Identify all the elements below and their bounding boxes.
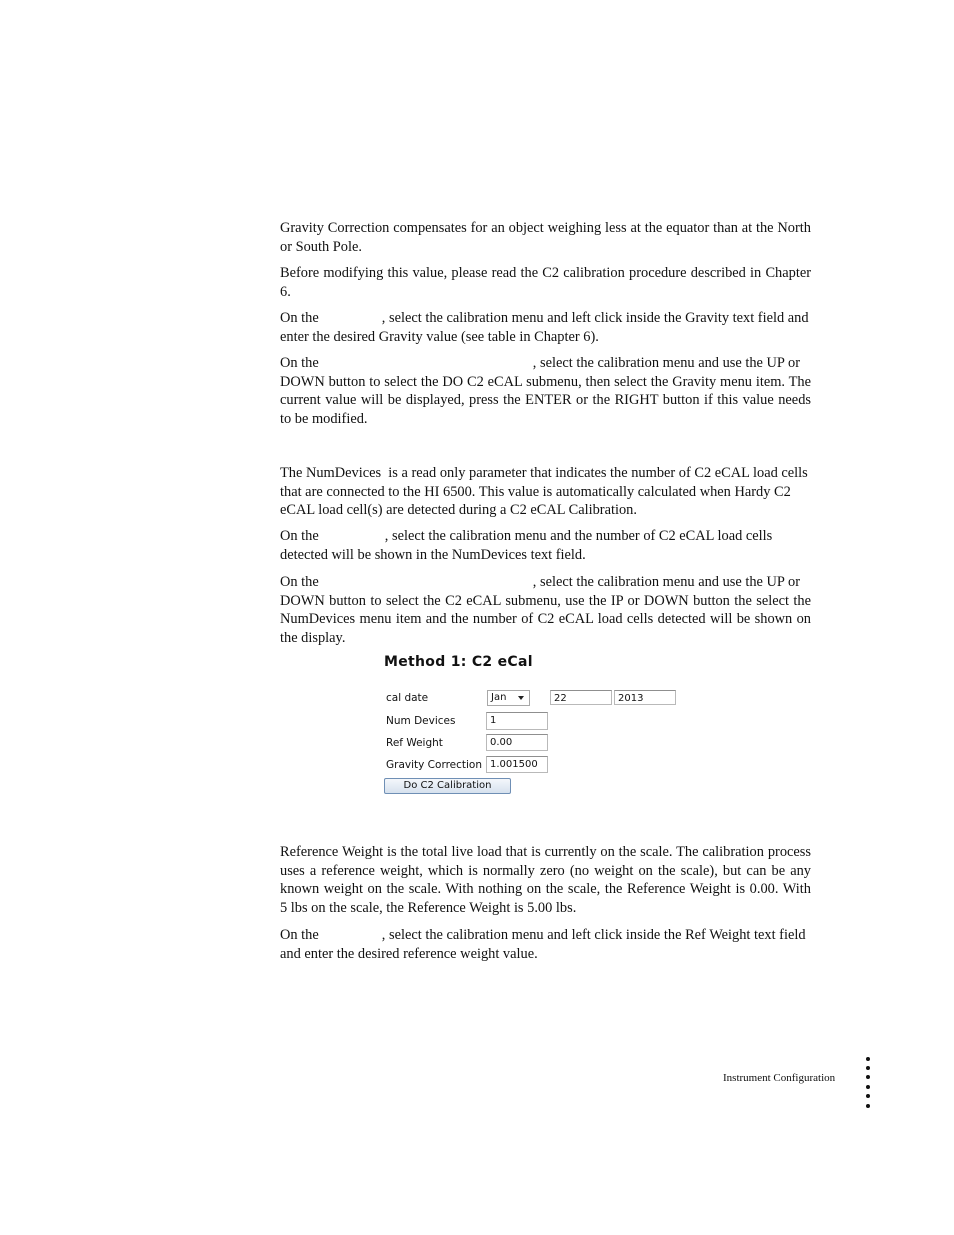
text-line: and enter the desired reference weight value.	[280, 945, 538, 962]
text-line: detected will be shown in the NumDevices text field.	[280, 546, 586, 563]
text-line	[280, 926, 811, 945]
num-devices-label: Num Devices	[386, 715, 456, 727]
num-devices-field[interactable]: 1	[486, 712, 548, 730]
footer-section-title: Instrument Configuration	[723, 1072, 836, 1084]
text-line: that are connected to the HI 6500. This value is automatically calculated when Hardy C2	[280, 483, 791, 500]
text-fragment: , select the calibration menu and use the UP or	[532, 355, 800, 371]
text-fragment: On the	[280, 355, 319, 371]
day-field[interactable]: 22	[550, 690, 612, 705]
text-line: known weight on the scale. With nothing on the scale, the Reference Weight is 0.00. With	[280, 881, 811, 898]
gravity-intro-paragraph	[280, 219, 811, 256]
text-line	[280, 309, 811, 328]
text-line: uses a reference weight, which is normally zero (no weight on the scale), but can be any	[280, 862, 811, 879]
text-line: Gravity Correction compensates for an object weighing less at the equator than at the North	[280, 220, 811, 236]
dot	[866, 1066, 870, 1070]
gravity-correction-field[interactable]: 1.001500	[486, 756, 548, 773]
text-fragment: , select the calibration menu and the number of C2 eCAL load cells	[384, 528, 773, 544]
year-field[interactable]: 2013	[614, 690, 676, 705]
dot	[866, 1094, 870, 1098]
text-line: Reference Weight is the total live load that is currently on the scale. The calibration process	[280, 844, 811, 860]
refweight-web-paragraph	[280, 926, 811, 963]
text-line: 6.	[280, 283, 291, 300]
ref-weight-label: Ref Weight	[386, 737, 443, 749]
text-fragment: On the	[280, 927, 319, 943]
text-line: DOWN button to select the C2 eCAL submenu, use the IP or DOWN button the select the	[280, 592, 811, 609]
cal-date-label: cal date	[386, 692, 429, 704]
text-line	[280, 354, 811, 373]
refweight-intro-paragraph	[280, 843, 811, 918]
gravity-front-paragraph	[280, 354, 811, 429]
text-fragment: , select the calibration menu and left click inside the Ref Weight text field	[381, 927, 806, 943]
chevron-down-icon	[518, 696, 524, 700]
text-line: NumDevices menu item and the number of C2 eCAL load cells detected will be shown on	[280, 611, 811, 628]
text-fragment: On the	[280, 528, 319, 544]
gravity-correction-label: Gravity Correction	[386, 759, 483, 771]
text-line: enter the desired Gravity value (see table in Chapter 6).	[280, 328, 599, 345]
text-fragment: , select the calibration menu and use the UP or	[532, 574, 800, 590]
dot	[866, 1085, 870, 1089]
text-fragment: On the	[280, 574, 319, 590]
text-line: 5 lbs on the scale, the Reference Weight is 5.00 lbs.	[280, 900, 577, 917]
text-line: eCAL load cell(s) are detected during a C2 eCAL Calibration.	[280, 502, 637, 519]
text-line: The NumDevices is a read only parameter that indicates the number of C2 eCAL load cells	[280, 465, 808, 481]
month-select[interactable]	[487, 690, 530, 706]
dot	[866, 1075, 870, 1079]
text-line: to be modified.	[280, 411, 368, 428]
numdevices-intro-paragraph	[280, 464, 811, 520]
gravity-before-paragraph	[280, 264, 811, 301]
dot	[866, 1104, 870, 1108]
text-line: Before modifying this value, please read the C2 calibration procedure described in Chapter	[280, 265, 811, 281]
dot	[866, 1057, 870, 1061]
ref-weight-field[interactable]: 0.00	[486, 734, 548, 751]
text-line	[280, 573, 811, 592]
numdevices-front-paragraph	[280, 573, 811, 648]
numdevices-web-paragraph	[280, 527, 811, 564]
screenshot-title: Method 1: C2 eCal	[384, 654, 533, 670]
gravity-web-paragraph	[280, 309, 811, 346]
text-fragment: On the	[280, 310, 319, 326]
text-line: the display.	[280, 630, 346, 647]
text-line: DOWN button to select the DO C2 eCAL submenu, then select the Gravity menu item. The	[280, 373, 811, 390]
text-fragment: , select the calibration menu and left click inside the Gravity text field and	[381, 310, 809, 326]
text-line: current value will be displayed, press the ENTER or the RIGHT button if this value needs	[280, 392, 811, 409]
month-value: Jan	[491, 692, 507, 703]
text-line: or South Pole.	[280, 238, 362, 255]
do-c2-calibration-button[interactable]: Do C2 Calibration	[384, 778, 511, 794]
text-line	[280, 527, 811, 546]
